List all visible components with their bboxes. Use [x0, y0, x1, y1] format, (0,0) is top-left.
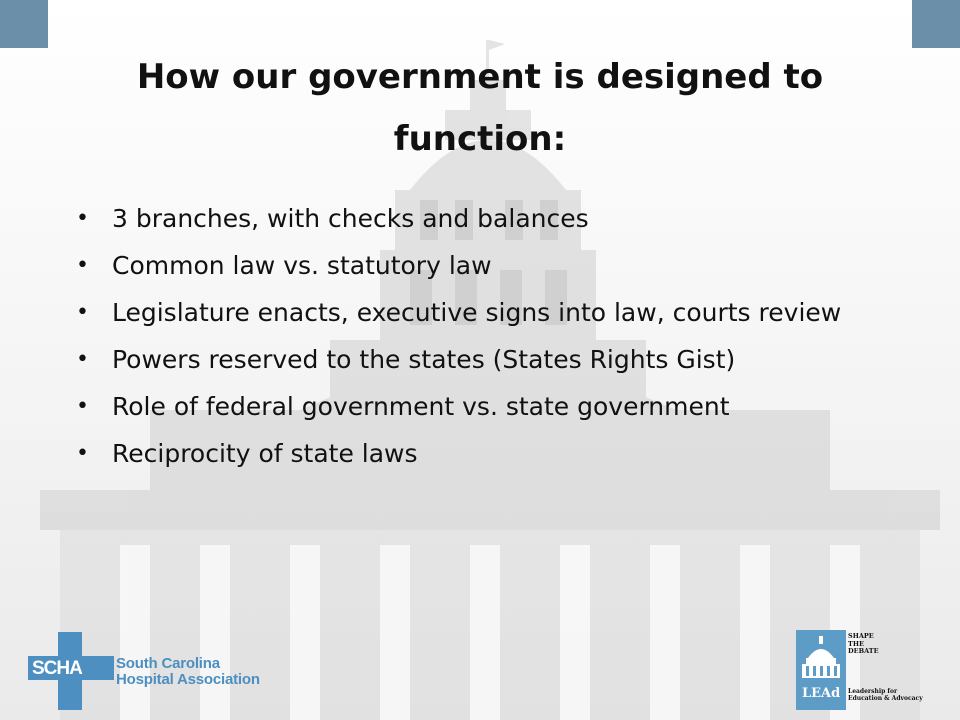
- bullet-item: [72, 390, 892, 423]
- lead-tagline-line3: DEBATE: [848, 647, 879, 655]
- bullet-dot-icon: •: [76, 441, 89, 466]
- slide-title: How our government is designed to function:: [136, 57, 824, 159]
- lead-subtitle: [848, 688, 923, 702]
- bullet-item: [72, 249, 892, 282]
- bullet-dot-icon: •: [76, 300, 89, 325]
- bullet-item: [72, 343, 892, 376]
- bullet-dot-icon: •: [76, 253, 89, 278]
- schca-mark-text: SCHA: [32, 658, 82, 679]
- lead-mark-text: LEAd: [802, 686, 841, 701]
- lead-tagline-line1: SHAPE: [848, 632, 874, 640]
- schca-name-line1: South Carolina: [116, 655, 220, 672]
- schca-cross-icon: [28, 630, 118, 712]
- bullet-list: [72, 202, 892, 484]
- schca-name: [116, 656, 260, 688]
- bullet-text: Common law vs. statutory law: [112, 251, 492, 280]
- bullet-dot-icon: •: [76, 347, 89, 372]
- bullet-text: Reciprocity of state laws: [112, 439, 418, 468]
- lead-subtitle-line1: Leadership for: [848, 688, 898, 695]
- bullet-item: [72, 437, 892, 470]
- corner-accent-left: [0, 0, 48, 48]
- schca-logo: [28, 630, 268, 712]
- bullet-text: Powers reserved to the states (States Rights Gist): [112, 345, 736, 374]
- lead-subtitle-line2: Education & Advocacy: [848, 695, 923, 702]
- bullet-item: [72, 202, 892, 235]
- lead-logo: [796, 630, 936, 712]
- bullet-item: [72, 296, 892, 329]
- bullet-text: Legislature enacts, executive signs into law, courts review: [112, 298, 842, 327]
- corner-accent-right: [912, 0, 960, 48]
- lead-tagline: [848, 633, 879, 656]
- bullet-text: Role of federal government vs. state government: [112, 392, 730, 421]
- bullet-text: 3 branches, with checks and balances: [112, 204, 589, 233]
- bullet-dot-icon: •: [76, 394, 89, 419]
- lead-tagline-line2: THE: [848, 639, 864, 648]
- bullet-dot-icon: •: [76, 206, 89, 231]
- schca-name-line2: Hospital Association: [116, 671, 260, 688]
